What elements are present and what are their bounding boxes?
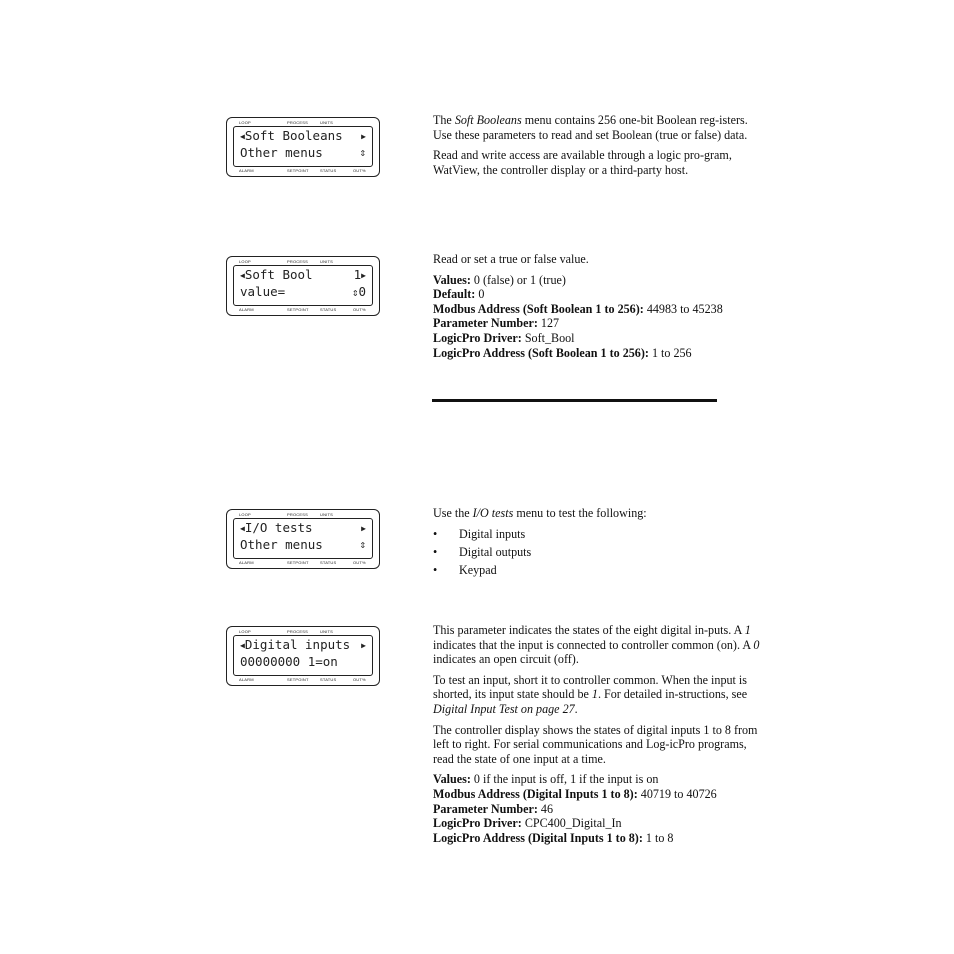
lcd-label-units: UNITS [320, 259, 333, 264]
lcd-label-alarm: ALARM [239, 168, 254, 173]
left-arrow-icon: ◀ [240, 132, 245, 141]
lcd-label-setpoint: SETPOINT [287, 560, 309, 565]
io-tests-description [433, 506, 763, 579]
logicpro-driver-row: LogicPro Driver: CPC400_Digital_In [433, 816, 622, 831]
lcd-display-soft-booleans-menu [226, 117, 380, 177]
logicpro-driver-row: LogicPro Driver: Soft_Bool [433, 330, 575, 345]
lcd-screen [233, 126, 373, 167]
soft-booleans-description [433, 113, 763, 183]
lcd-label-process: PROCESS [287, 629, 308, 634]
cross-reference-link: Digital Input Test on page 27 [433, 701, 575, 716]
lcd-display-digital-inputs [226, 626, 380, 686]
list-item: • Keypad [433, 562, 497, 577]
lcd-line1-text: Digital inputs [244, 637, 351, 652]
lcd-label-alarm: ALARM [239, 560, 254, 565]
left-arrow-icon: ◀ [240, 641, 245, 650]
paragraph: Read or set a true or false value. [433, 252, 589, 266]
logicpro-address-row: LogicPro Address (Soft Boolean 1 to 256): 1 to 256 [433, 345, 692, 360]
lcd-label-alarm: ALARM [239, 307, 254, 312]
lcd-line1-text: I/O tests [244, 520, 313, 535]
section-divider [432, 399, 717, 402]
right-arrow-icon: ▶ [361, 641, 366, 650]
lcd-line2-text: 00000000 1=on [240, 654, 338, 669]
lcd-line2-text: value= [240, 284, 286, 299]
lcd-label-loop: LOOP [239, 512, 251, 517]
lcd-line2-text: Other menus [240, 537, 323, 552]
lcd-label-alarm: ALARM [239, 677, 254, 682]
lcd-label-process: PROCESS [287, 259, 308, 264]
lcd-label-loop: LOOP [239, 120, 251, 125]
lcd-label-setpoint: SETPOINT [287, 168, 309, 173]
lcd-label-status: STATUS [320, 168, 337, 173]
lcd-line2-value: 0 [358, 284, 366, 299]
values-row: Values: 0 (false) or 1 (true) [433, 272, 566, 287]
lcd-label-process: PROCESS [287, 512, 308, 517]
lcd-label-setpoint: SETPOINT [287, 677, 309, 682]
list-item: • Digital outputs [433, 544, 532, 559]
lcd-screen [233, 518, 373, 559]
values-row: Values: 0 if the input is off, 1 if the input is on [433, 772, 659, 787]
lcd-label-out: OUT% [353, 677, 366, 682]
left-arrow-icon: ◀ [240, 524, 245, 533]
right-arrow-icon: ▶ [361, 524, 366, 533]
up-down-arrow-icon: ⇕ [351, 286, 359, 299]
lcd-label-out: OUT% [353, 307, 366, 312]
list-item: • Digital inputs [433, 526, 526, 541]
up-down-arrow-icon: ⇕ [359, 146, 366, 159]
lcd-label-loop: LOOP [239, 259, 251, 264]
paragraph: This parameter indicates the states of the eight digital in-puts. A 1 indicates that the input is connected to controller common (on). A 0 indicates an open circuit (off). [433, 623, 760, 667]
digital-inputs-description [433, 623, 763, 845]
lcd-display-soft-bool [226, 256, 380, 316]
paragraph: Use the I/O tests menu to test the following: [433, 506, 647, 520]
lcd-display-io-tests-menu [226, 509, 380, 569]
lcd-line2-text: Other menus [240, 145, 323, 160]
paragraph: Read and write access are available through a logic pro-gram, WatView, the controller display or a third-party host. [433, 148, 732, 177]
lcd-label-units: UNITS [320, 120, 333, 125]
parameter-number-row: Parameter Number: 46 [433, 801, 554, 816]
paragraph: To test an input, short it to controller common. When the input is shorted, its input state should be 1. For detailed in-structions, see Digital Input Test on page 27. [433, 672, 748, 716]
lcd-label-units: UNITS [320, 512, 333, 517]
default-row: Default: 0 [433, 287, 485, 302]
lcd-label-process: PROCESS [287, 120, 308, 125]
lcd-label-status: STATUS [320, 307, 337, 312]
up-down-arrow-icon: ⇕ [359, 538, 366, 551]
lcd-screen [233, 265, 373, 306]
left-arrow-icon: ◀ [240, 271, 245, 280]
right-arrow-icon: ▶ [361, 271, 366, 280]
soft-bool-description [433, 252, 763, 360]
lcd-line1-value: 1 [353, 267, 362, 282]
lcd-label-units: UNITS [320, 629, 333, 634]
lcd-label-setpoint: SETPOINT [287, 307, 309, 312]
io-tests-list [433, 525, 763, 579]
paragraph: The Soft Booleans menu contains 256 one-bit Boolean reg-isters. Use these parameters to read and set Boolean (true or false) data. [433, 113, 748, 142]
lcd-line1-text: Soft Bool [244, 267, 313, 282]
logicpro-address-row: LogicPro Address (Digital Inputs 1 to 8): 1 to 8 [433, 830, 674, 845]
lcd-label-loop: LOOP [239, 629, 251, 634]
paragraph: The controller display shows the states of digital inputs 1 to 8 from left to right. For serial communications and Log-icPro programs, read the state of one input at a time. [433, 722, 758, 766]
lcd-label-status: STATUS [320, 560, 337, 565]
lcd-label-status: STATUS [320, 677, 337, 682]
lcd-line1-text: Soft Booleans [244, 128, 343, 143]
modbus-address-row: Modbus Address (Soft Boolean 1 to 256): 44983 to 45238 [433, 301, 723, 316]
lcd-label-out: OUT% [353, 560, 366, 565]
modbus-address-row: Modbus Address (Digital Inputs 1 to 8): 40719 to 40726 [433, 786, 717, 801]
lcd-label-out: OUT% [353, 168, 366, 173]
lcd-screen [233, 635, 373, 676]
parameter-number-row: Parameter Number: 127 [433, 316, 560, 331]
right-arrow-icon: ▶ [361, 132, 366, 141]
